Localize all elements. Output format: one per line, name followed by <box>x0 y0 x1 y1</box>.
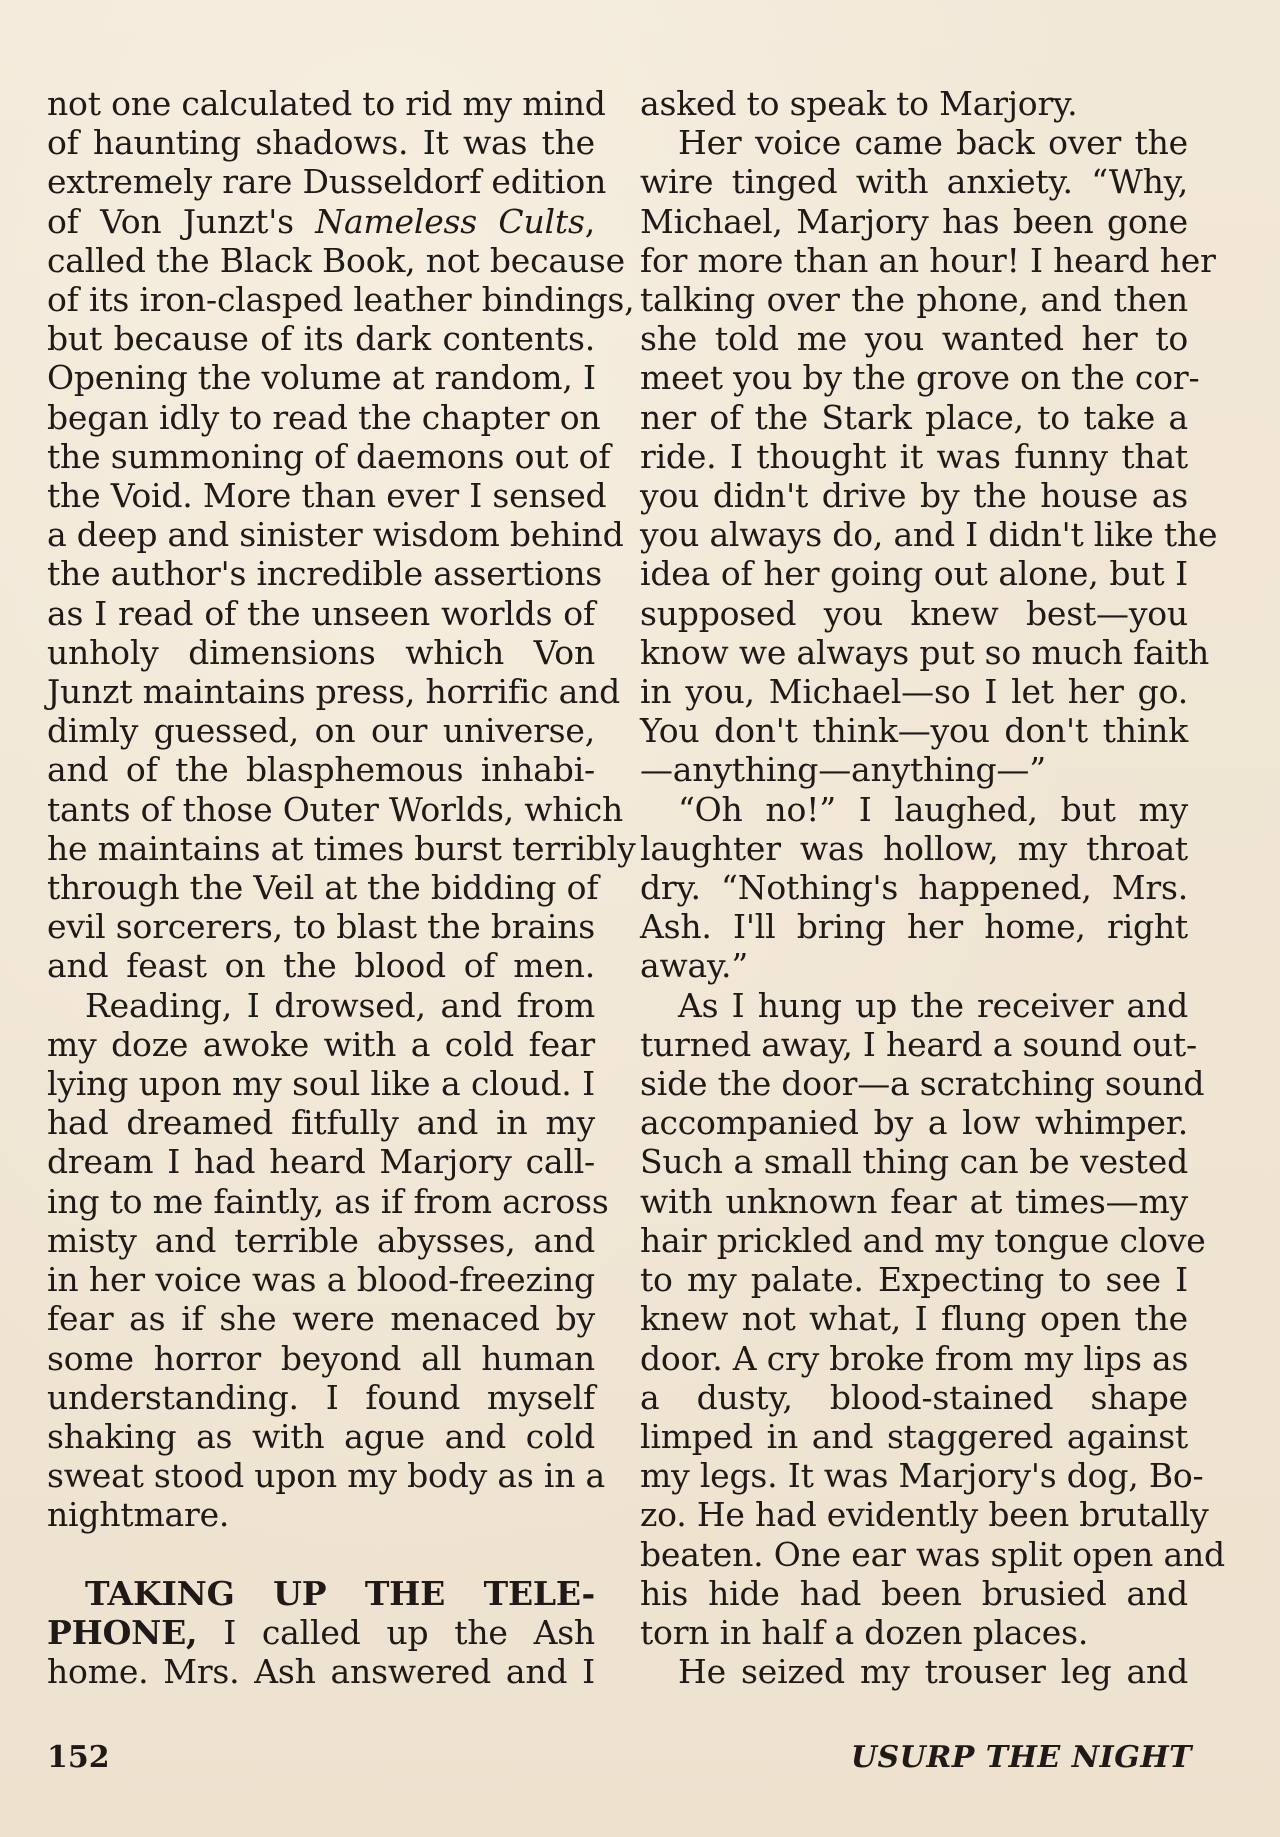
text-line: ner of the Stark place, to take a <box>640 397 1188 437</box>
text-line: Her voice came back over the <box>678 123 1188 163</box>
text-line: in you, Michael—so I let her go. <box>640 672 1188 712</box>
text-line: of its iron-clasped leather bindings, <box>47 280 635 320</box>
text-line: limped in and staggered against <box>640 1416 1188 1456</box>
text-line: tants of those Outer Worlds, which <box>47 789 624 829</box>
text-line: the author's incredible assertions <box>47 554 603 594</box>
text-line: meet you by the grove on the cor- <box>640 358 1200 398</box>
text-line: and feast on the blood of men. <box>47 946 595 986</box>
text-line: evil sorcerers, to blast the brains <box>47 907 595 947</box>
text-line: extremely rare Dusseldorf edition <box>47 162 607 202</box>
text-line: had dreamed fitfully and in my <box>47 1103 595 1143</box>
text-line: a deep and sinister wisdom behind <box>47 515 624 555</box>
text-line: but because of its dark contents. <box>47 319 595 359</box>
text-line: ing to me faintly, as if from across <box>47 1181 609 1221</box>
text-line: beaten. One ear was split open and <box>640 1534 1225 1574</box>
text-line: turned away, I heard a sound out- <box>640 1024 1197 1064</box>
text-line: not one calculated to rid my mind <box>47 84 606 123</box>
section-gap <box>47 1535 595 1574</box>
text-line: in her voice was a blood-freezing <box>47 1260 595 1300</box>
text-line: fear as if she were menaced by <box>47 1299 595 1339</box>
text-line: with unknown fear at times—my <box>640 1181 1188 1221</box>
text-line: for more than an hour! I heard her <box>640 240 1216 280</box>
text-line: a dusty, blood-stained shape <box>640 1377 1188 1417</box>
text-line: you didn't drive by the house as <box>640 476 1188 516</box>
text-line: wire tinged with anxiety. “Why, <box>640 162 1188 202</box>
text-line: sweat stood upon my body as in a <box>47 1456 606 1496</box>
text-line: “Oh no!” I laughed, but my <box>678 789 1188 829</box>
text-line: you always do, and I didn't like the <box>640 515 1218 555</box>
text-line: idea of her going out alone, but I <box>640 554 1188 594</box>
text-line: the summoning of daemons out of <box>47 436 611 476</box>
text-line: of Von Junzt's Nameless Cults, <box>47 201 595 241</box>
text-line: she told me you wanted her to <box>640 319 1188 359</box>
text-line: door. A cry broke from my lips as <box>640 1338 1189 1378</box>
section-heading-bold: PHONE, <box>47 1612 198 1652</box>
text-line: supposed you knew best—you <box>640 593 1188 633</box>
text-line: know we always put so much faith <box>640 632 1210 672</box>
text-line <box>47 1613 595 1652</box>
text-line: he maintains at times burst terribly <box>47 828 636 868</box>
text-line: —anything—anything—” <box>640 750 1046 790</box>
text-line: some horror beyond all human <box>47 1338 595 1378</box>
text-line: As I hung up the receiver and <box>678 985 1188 1025</box>
book-title: Nameless Cults <box>315 201 585 241</box>
text-span: I called up the Ash <box>197 1612 595 1652</box>
text-line: You don't think—you don't think <box>640 711 1188 751</box>
text-line: torn in half a dozen places. <box>640 1612 1089 1652</box>
text-line: lying upon my soul like a cloud. I <box>47 1064 595 1104</box>
text-line: hair prickled and my tongue clove <box>640 1220 1206 1260</box>
text-line: zo. He had evidently been brutally <box>640 1495 1209 1535</box>
text-line: began idly to read the chapter on <box>47 397 601 437</box>
text-line: Opening the volume at random, I <box>47 358 596 398</box>
text-line: home. Mrs. Ash answered and I <box>47 1651 595 1691</box>
text-line: ride. I thought it was funny that <box>640 436 1188 476</box>
left-column <box>47 84 636 1691</box>
text-line: through the Veil at the bidding of <box>47 868 599 908</box>
text-line: dimly guessed, on our universe, <box>47 711 595 751</box>
text-line: as I read of the unseen worlds of <box>47 593 595 633</box>
text-line: side the door—a scratching sound <box>640 1064 1205 1104</box>
running-title: USURP THE NIGHT <box>850 1740 1192 1775</box>
text-line: laughter was hollow, my throat <box>640 828 1188 868</box>
text-line: Ash. I'll bring her home, right <box>640 907 1188 947</box>
text-line: my legs. It was Marjory's dog, Bo- <box>640 1456 1204 1496</box>
text-line: Reading, I drowsed, and from <box>85 985 595 1025</box>
text-line: misty and terrible abysses, and <box>47 1220 595 1260</box>
right-column <box>640 84 1225 1692</box>
text-line: understanding. I found myself <box>47 1377 595 1417</box>
text-line: Such a small thing can be vested <box>640 1142 1188 1182</box>
text-line: accompanied by a low whimper. <box>640 1103 1188 1143</box>
text-line: the Void. More than ever I sensed <box>47 476 607 516</box>
text-line: shaking as with ague and cold <box>47 1416 595 1456</box>
text-line: nightmare. <box>47 1495 230 1535</box>
text-line: dream I had heard Marjory call- <box>47 1142 595 1182</box>
text-line: and of the blasphemous inhabi- <box>47 750 595 790</box>
text-line: He seized my trouser leg and <box>678 1652 1188 1692</box>
text-line: Michael, Marjory has been gone <box>640 201 1188 241</box>
text-line: asked to speak to Marjory. <box>640 84 1078 123</box>
text-line: his hide had been brusied and <box>640 1573 1188 1613</box>
section-heading: TAKING UP THE TELE- <box>85 1573 595 1613</box>
text-line: away.” <box>640 946 749 986</box>
text-line: unholy dimensions which Von <box>47 632 595 672</box>
page-number: 152 <box>47 1740 110 1775</box>
text-line: dry. “Nothing's happened, Mrs. <box>640 868 1188 908</box>
text-line: knew not what, I flung open the <box>640 1299 1188 1339</box>
text-line: called the Black Book, not because <box>47 240 625 280</box>
text-line: talking over the phone, and then <box>640 280 1188 320</box>
text-line: my doze awoke with a cold fear <box>47 1024 595 1064</box>
text-line: to my palate. Expecting to see I <box>640 1260 1188 1300</box>
text-line: Junzt maintains press, horrific and <box>47 672 621 712</box>
text-line: of haunting shadows. It was the <box>47 123 595 163</box>
